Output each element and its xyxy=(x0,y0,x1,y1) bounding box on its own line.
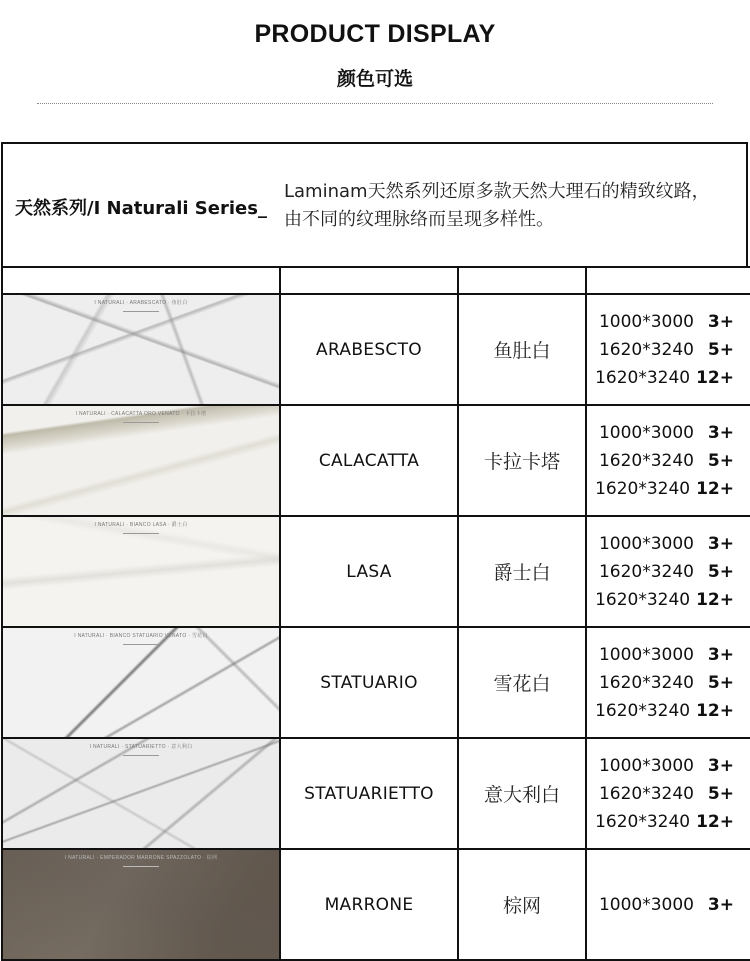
size-option xyxy=(587,780,750,808)
swatch-label: I NATURALI · EMPERADOR MARRONE SPAZZOLATO · 棕网 xyxy=(64,855,218,861)
swatch-label: I NATURALI · BIANCO LASA · 爵士白 xyxy=(94,522,188,528)
size-quantity: 5+ xyxy=(707,672,734,693)
swatch-label: I NATURALI · STATUARIETTO · 意大利白 xyxy=(89,744,193,750)
table-row xyxy=(2,516,750,627)
size-dimensions: 1620*3240 xyxy=(598,450,694,471)
product-name-cn: 棕网 xyxy=(458,849,586,960)
product-name-cn: 爵士白 xyxy=(458,516,586,627)
size-dimensions: 1000*3000 xyxy=(598,422,694,443)
size-dimensions: 1620*3240 xyxy=(595,811,691,832)
size-quantity: 3+ xyxy=(707,894,734,915)
product-name-cn: 雪花白 xyxy=(458,627,586,738)
size-quantity: 12+ xyxy=(696,589,734,610)
product-name-cn: 意大利白 xyxy=(458,738,586,849)
swatch-cell xyxy=(2,294,280,405)
marble-swatch-image xyxy=(3,295,279,404)
page-subtitle: 颜色可选 xyxy=(336,68,413,90)
size-option xyxy=(587,475,750,503)
marble-swatch-image xyxy=(3,739,279,848)
size-option xyxy=(587,336,750,364)
size-dimensions: 1620*3240 xyxy=(595,478,691,499)
size-quantity: 3+ xyxy=(707,755,734,776)
swatch-cell xyxy=(2,738,280,849)
swatch-label: I NATURALI · ARABESCATO · 鱼肚白 xyxy=(94,300,188,306)
product-name-cn: 鱼肚白 xyxy=(458,294,586,405)
swatch-cell xyxy=(2,405,280,516)
size-quantity: 12+ xyxy=(696,478,734,499)
size-option xyxy=(587,891,750,919)
swatch-label-rule xyxy=(123,755,159,756)
size-dimensions: 1620*3240 xyxy=(598,561,694,582)
size-option xyxy=(587,308,750,336)
swatch-label-rule xyxy=(123,311,159,312)
table-header-spacer xyxy=(2,267,750,294)
size-list xyxy=(586,405,750,516)
marble-swatch-image xyxy=(3,850,279,959)
product-name-cn: 卡拉卡塔 xyxy=(458,405,586,516)
table-row xyxy=(2,294,750,405)
size-option xyxy=(587,364,750,392)
table-row xyxy=(2,849,750,960)
marble-swatch-image xyxy=(3,628,279,737)
size-quantity: 3+ xyxy=(707,422,734,443)
size-option xyxy=(587,419,750,447)
size-dimensions: 1620*3240 xyxy=(595,367,691,388)
size-option xyxy=(587,558,750,586)
size-option xyxy=(587,447,750,475)
size-dimensions: 1000*3000 xyxy=(598,894,694,915)
product-name-en: ARABESCTO xyxy=(280,294,458,405)
swatch-label-rule xyxy=(123,422,159,423)
swatch-cell xyxy=(2,516,280,627)
size-option xyxy=(587,586,750,614)
size-option xyxy=(587,530,750,558)
product-name-en: STATUARIO xyxy=(280,627,458,738)
size-dimensions: 1000*3000 xyxy=(598,644,694,665)
product-name-en: MARRONE xyxy=(280,849,458,960)
swatch-cell xyxy=(2,627,280,738)
size-quantity: 5+ xyxy=(707,561,734,582)
size-option xyxy=(587,697,750,725)
size-dimensions: 1000*3000 xyxy=(598,755,694,776)
table-row xyxy=(2,627,750,738)
size-quantity: 5+ xyxy=(707,783,734,804)
size-option xyxy=(587,641,750,669)
dotted-divider xyxy=(37,103,713,104)
size-dimensions: 1620*3240 xyxy=(595,700,691,721)
size-dimensions: 1620*3240 xyxy=(598,339,694,360)
size-option xyxy=(587,752,750,780)
size-list xyxy=(586,738,750,849)
size-dimensions: 1620*3240 xyxy=(598,783,694,804)
product-name-en: CALACATTA xyxy=(280,405,458,516)
marble-swatch-image xyxy=(3,517,279,626)
swatch-label-rule xyxy=(123,866,159,867)
size-dimensions: 1000*3000 xyxy=(598,533,694,554)
swatch-label: I NATURALI · BIANCO STATUARIO VENATO · 雪花白 xyxy=(74,633,208,639)
size-list xyxy=(586,294,750,405)
size-quantity: 3+ xyxy=(707,311,734,332)
marble-swatch-image xyxy=(3,406,279,515)
size-quantity: 12+ xyxy=(696,811,734,832)
size-quantity: 12+ xyxy=(696,700,734,721)
product-name-en: STATUARIETTO xyxy=(280,738,458,849)
size-quantity: 5+ xyxy=(707,339,734,360)
series-name: 天然系列/I Naturali Series_ xyxy=(15,198,267,219)
size-list xyxy=(586,627,750,738)
page-title: PRODUCT DISPLAY xyxy=(254,20,496,48)
size-dimensions: 1620*3240 xyxy=(598,672,694,693)
product-name-en: LASA xyxy=(280,516,458,627)
size-quantity: 12+ xyxy=(696,367,734,388)
size-list xyxy=(586,516,750,627)
size-list xyxy=(586,849,750,960)
size-option xyxy=(587,669,750,697)
table-row xyxy=(2,405,750,516)
size-quantity: 3+ xyxy=(707,644,734,665)
size-quantity: 5+ xyxy=(707,450,734,471)
size-option xyxy=(587,808,750,836)
swatch-label: I NATURALI · CALACATTA ORO VENATO · 卡拉卡塔 xyxy=(75,411,207,417)
swatch-cell xyxy=(2,849,280,960)
swatch-label-rule xyxy=(123,533,159,534)
series-intro-box xyxy=(1,142,748,268)
size-dimensions: 1000*3000 xyxy=(598,311,694,332)
size-quantity: 3+ xyxy=(707,533,734,554)
series-description: Laminam天然系列还原多款天然大理石的精致纹路，由不同的纹理脉络而呈现多样性。 xyxy=(284,181,710,230)
table-row xyxy=(2,738,750,849)
swatch-label-rule xyxy=(123,644,159,645)
size-dimensions: 1620*3240 xyxy=(595,589,691,610)
product-table xyxy=(1,266,750,961)
